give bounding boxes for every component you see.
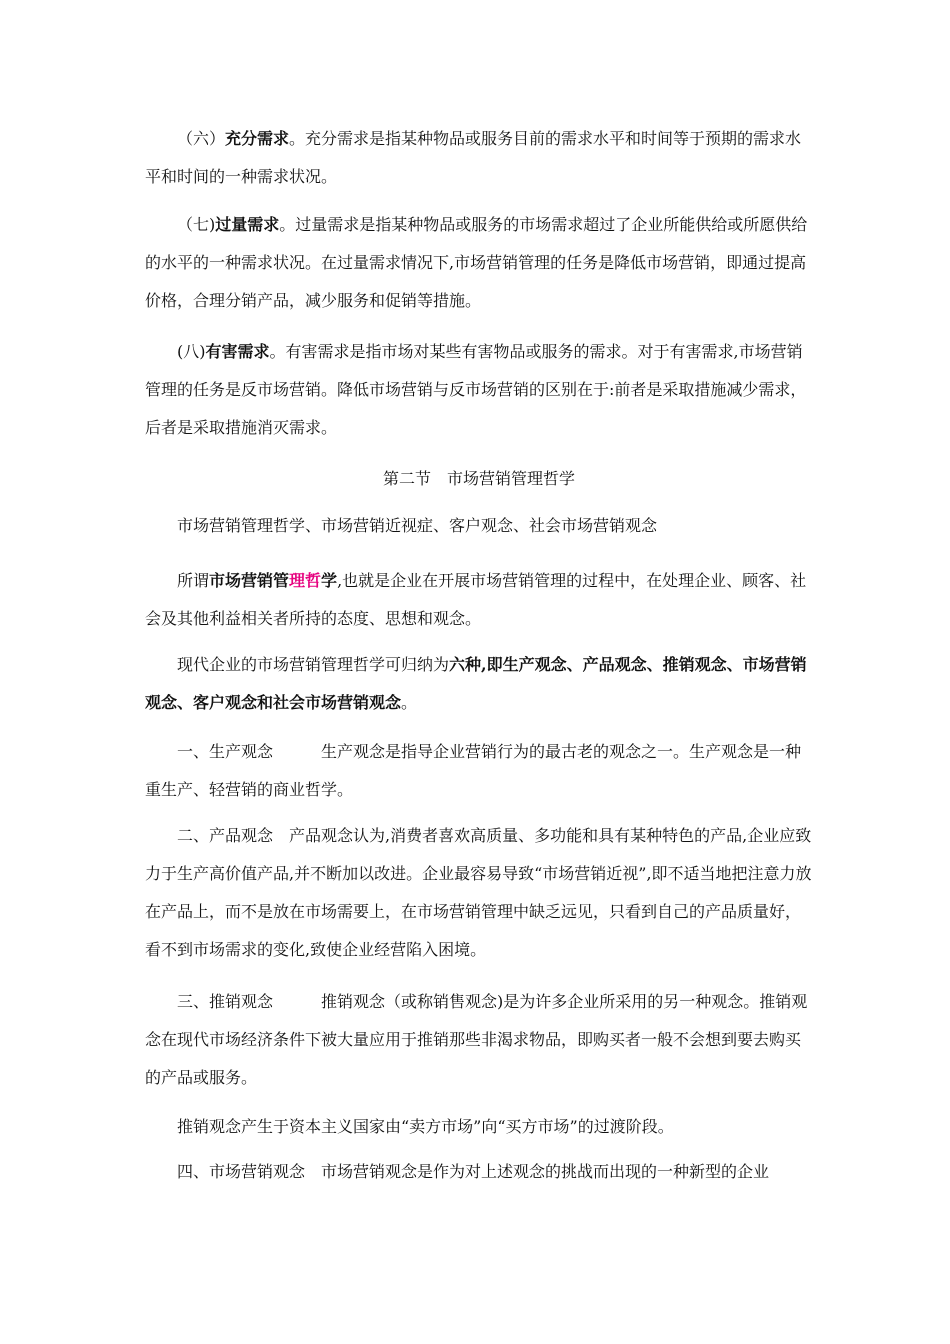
item-number: （六） [177,129,226,148]
paragraph-excess-demand [145,206,813,320]
paragraph-text: 现代企业的市场营销管理哲学可归纳为 [177,655,450,674]
concept-heading: 四、市场营销观念 [177,1162,306,1181]
paragraph-product-concept [145,817,813,969]
paragraph-text: 。 [401,693,418,712]
paragraph-marketing-concept [145,1153,813,1191]
term-part: 学 [321,571,338,590]
paragraph-six-concepts [145,646,813,722]
concept-heading: 三、推销观念 [177,992,274,1011]
paragraph-text: ,也就是企业在开展市场营销管理的过程中，在处理企业、顾客、社会及其他利益相关者所持的态度、思想和观念。 [145,571,807,628]
paragraph-selling-origin: 推销观念产生于资本主义国家由“卖方市场”向“买方市场”的过渡阶段。 [177,1117,674,1136]
paragraph-text: 。过量需求是指某种物品或服务的市场需求超过了企业所能供给或所愿供给的水平的一种需求状况。在过量需求情况下,市场营销管理的任务是降低市场营销，即通过提高价格，合理分销产品，减少服务和促销等措施。 [145,215,808,310]
paragraph-text: 所谓 [177,571,210,590]
term-adequate-demand: 充分需求 [225,129,290,148]
six-concepts-list: 六种,即生产观念、产品观念、推销观念、市场营销观念、客户观念和社会市场营销观念 [145,655,807,712]
keywords-line: 市场营销管理哲学、市场营销近视症、客户观念、社会市场营销观念 [177,516,658,535]
term-part: 市场营销管 [209,571,290,590]
paragraph-definition [145,562,813,638]
concept-heading: 一、生产观念 [177,742,274,761]
paragraph-text: 产品观念认为,消费者喜欢高质量、多功能和具有某种特色的产品,企业应致力于生产高价值产品,并不断加以改进。企业最容易导致“市场营销近视”,即不适当地把注意力放在产品上，而不是放在市场需要上，在市场营销管理中缺乏远见，只看到自己的产品质量好，看不到市场需求的变化,致使企业经营陷入困境。 [145,826,812,959]
paragraph-text: 。有害需求是指市场对某些有害物品或服务的需求。对于有害需求,市场营销管理的任务是反市场营销。降低市场营销与反市场营销的区别在于:前者是采取措施减少需求，后者是采取措施消灭需求。 [145,342,807,437]
term-harmful-demand: 有害需求 [205,342,270,361]
section-title: 第二节 市场营销管理哲学 [382,469,575,488]
paragraph-text: 推销观念（或称销售观念)是为许多企业所采用的另一种观念。推销观念在现代市场经济条件下被大量应用于推销那些非渴求物品，即购买者一般不会想到要去购买的产品或服务。 [145,992,808,1087]
paragraph-text: 生产观念是指导企业营销行为的最古老的观念之一。生产观念是一种重生产、轻营销的商业哲学。 [145,742,802,799]
paragraph-selling-concept [145,983,813,1097]
paragraph-text: 。充分需求是指某种物品或服务目前的需求水平和时间等于预期的需求水平和时间的一种需求状况。 [145,129,802,186]
paragraph-text: 市场营销观念是作为对上述观念的挑战而出现的一种新型的企业 [321,1162,770,1181]
highlighted-term-part: 理哲 [289,571,322,590]
paragraph-harmful-demand [145,333,813,447]
concept-heading: 二、产品观念 [177,826,274,845]
paragraph-production-concept [145,733,813,809]
paragraph-adequate-demand [145,120,813,196]
item-number: (八) [177,342,206,361]
item-number: （七) [177,215,216,234]
term-excess-demand: 过量需求 [215,215,280,234]
